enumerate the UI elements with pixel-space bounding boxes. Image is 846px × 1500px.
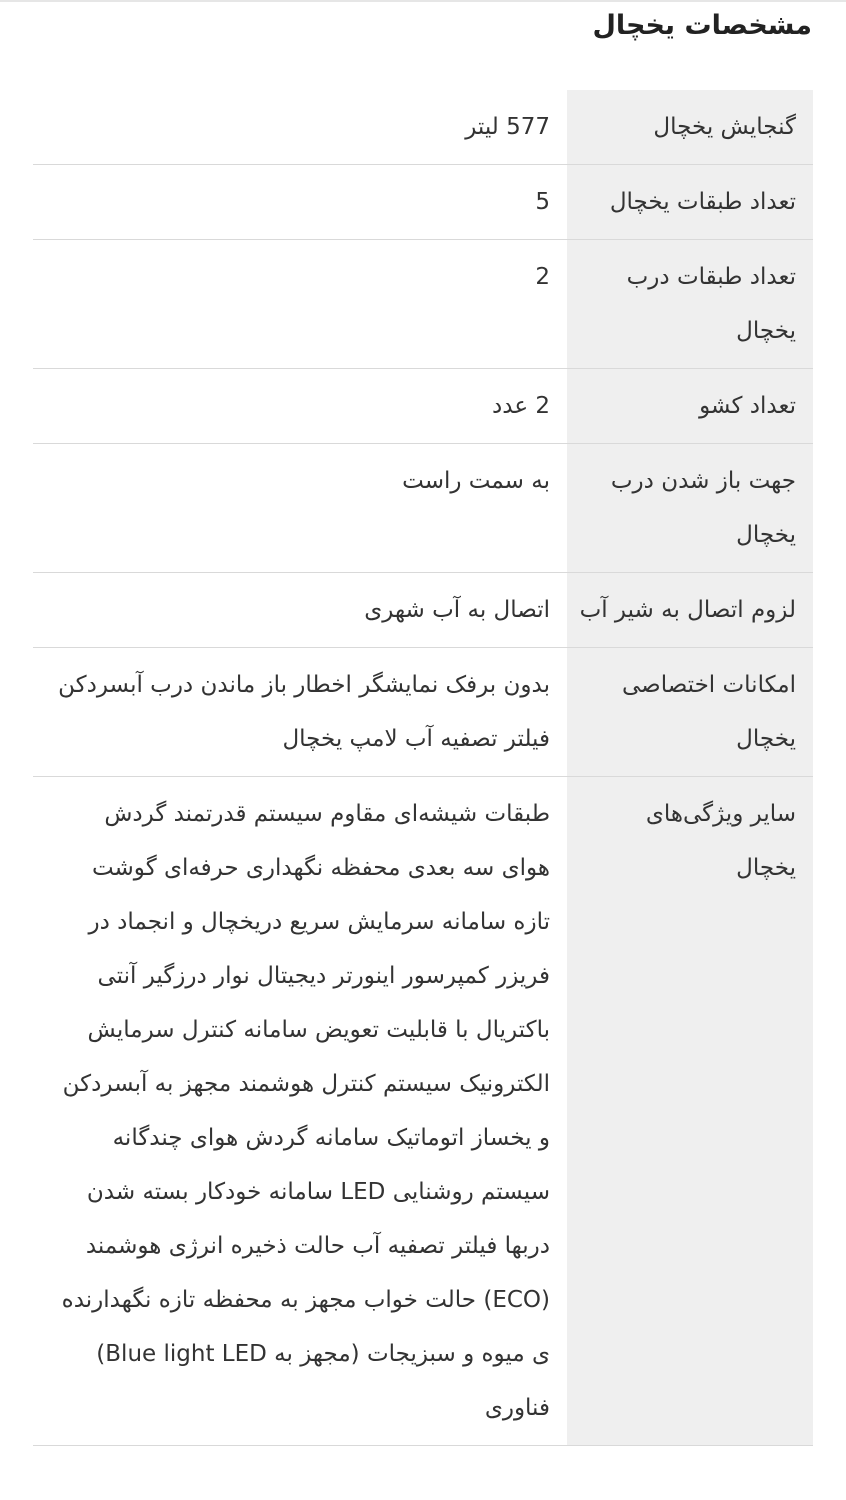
spec-row-shelves <box>33 165 813 240</box>
specs-table <box>33 90 813 1446</box>
spec-value: به سمت راست <box>402 468 550 494</box>
spec-row-drawers <box>33 369 813 444</box>
spec-row-other-features <box>33 777 813 1446</box>
section-title: مشخصات یخچال <box>592 10 812 41</box>
spec-row-exclusive-features <box>33 648 813 777</box>
spec-label: لزوم اتصال به شیر آب <box>567 573 813 647</box>
spec-value: 577 لیتر <box>465 114 550 140</box>
spec-row-water-connection <box>33 573 813 648</box>
spec-label: امکانات اختصاصی یخچال <box>567 648 813 776</box>
spec-row-capacity <box>33 90 813 165</box>
spec-value: 5 <box>535 189 550 215</box>
spec-label: گنجایش یخچال <box>567 90 813 164</box>
spec-value: 2 <box>535 264 550 290</box>
spec-value: اتصال به آب شهری <box>364 597 550 623</box>
spec-row-door-direction <box>33 444 813 573</box>
spec-label: جهت باز شدن درب یخچال <box>567 444 813 572</box>
spec-value: طبقات شیشه‌ای مقاوم سیستم قدرتمند گردش هوای سه بعدی محفظه نگهداری حرفه‌ای گوشت تازه سامانه سرمایش سریع دریخچال و انجماد در فریزر کمپرسور اینورتر دیجیتال نوار درزگیر آنتی باکتریال با قابلیت تعویض سامانه کنترل سرمایش الکترونیک سیستم کنترل هوشمند مجهز به آبسردکن و یخساز اتوماتیک سامانه گردش هوای چندگانه سیستم روشنایی LED سامانه خودکار بسته شدن دربها فیلتر تصفیه آب حالت ذخیره انرژی هوشمند (ECO) حالت خواب مجهز به محفظه تازه نگهدارنده ی میوه و سبزیجات (مجهز به Blue light LED) فناوری <box>61 801 550 1421</box>
spec-label: تعداد کشو <box>567 369 813 443</box>
spec-label: تعداد طبقات درب یخچال <box>567 240 813 368</box>
spec-label: سایر ویژگی‌های یخچال <box>567 777 813 1445</box>
spec-value: 2 عدد <box>492 393 550 419</box>
top-divider <box>0 0 846 2</box>
spec-value: بدون برفک نمایشگر اخطار باز ماندن درب آبسردکن فیلتر تصفیه آب لامپ یخچال <box>58 672 550 752</box>
spec-row-door-shelves <box>33 240 813 369</box>
spec-label: تعداد طبقات یخچال <box>567 165 813 239</box>
